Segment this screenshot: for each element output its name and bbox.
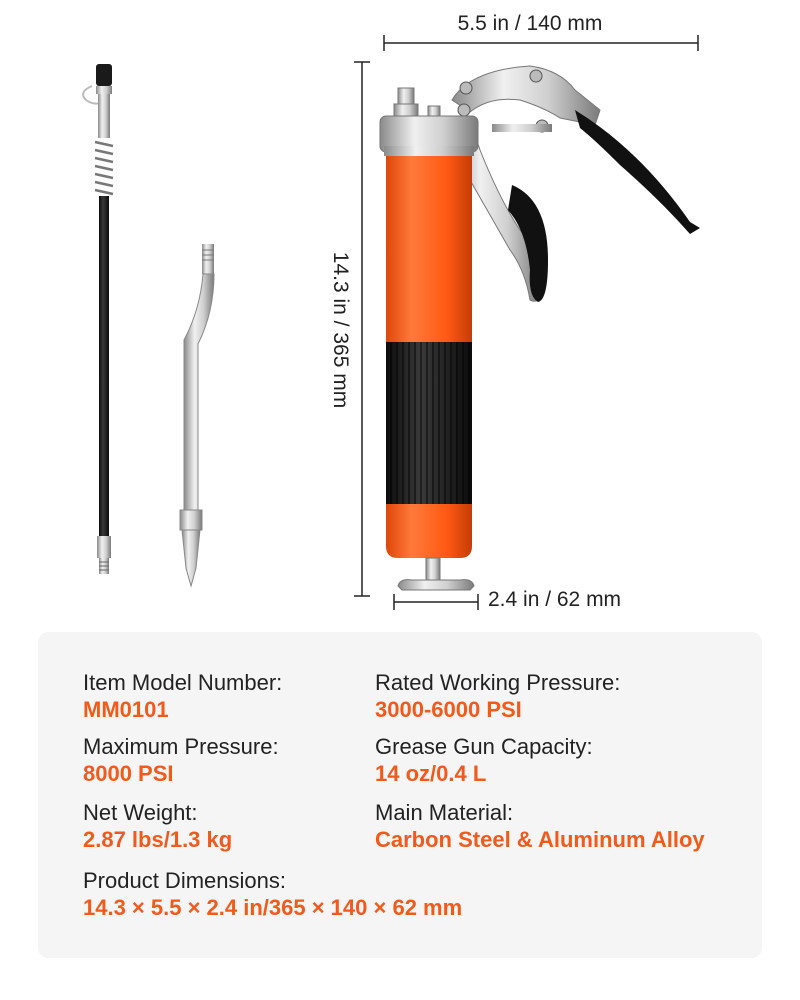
rigid-extension-tube-icon (180, 244, 214, 586)
spec-product-dimensions (83, 868, 462, 922)
height-dimension-text: 14.3 in / 365 mm (329, 251, 352, 409)
spec-label: Item Model Number: (83, 670, 283, 695)
spec-grease-gun-capacity (375, 734, 593, 788)
base-dimension-label: 2.4 in / 62 mm (488, 588, 622, 611)
spec-model-number (83, 670, 282, 724)
spec-label: Grease Gun Capacity: (375, 734, 593, 759)
spec-label: Maximum Pressure: (83, 734, 279, 759)
spec-label: Rated Working Pressure: (375, 670, 621, 695)
height-dimension-line (354, 62, 370, 596)
specifications-card (38, 632, 762, 958)
spec-value: 14.3 × 5.5 × 2.4 in/365 × 140 × 62 mm (83, 895, 463, 920)
spec-value: 14 oz/0.4 L (375, 761, 487, 786)
spec-value: 8000 PSI (83, 761, 174, 786)
spec-value: 3000-6000 PSI (375, 697, 522, 722)
spec-maximum-pressure (83, 734, 279, 788)
spec-value: MM0101 (83, 697, 169, 722)
grease-gun-icon (380, 66, 700, 590)
flexible-hose-icon (83, 64, 113, 574)
spec-label: Net Weight: (83, 800, 198, 825)
width-dimension-line (384, 35, 698, 51)
spec-label: Main Material: (375, 800, 514, 825)
spec-main-material (375, 800, 705, 854)
spec-net-weight (83, 800, 232, 854)
base-dimension-line (394, 594, 478, 610)
spec-rated-working-pressure (375, 670, 620, 724)
width-dimension-label: 5.5 in / 140 mm (457, 12, 603, 35)
spec-value: 2.87 lbs/1.3 kg (83, 827, 233, 852)
spec-label: Product Dimensions: (83, 868, 286, 893)
spec-value: Carbon Steel & Aluminum Alloy (375, 827, 705, 852)
